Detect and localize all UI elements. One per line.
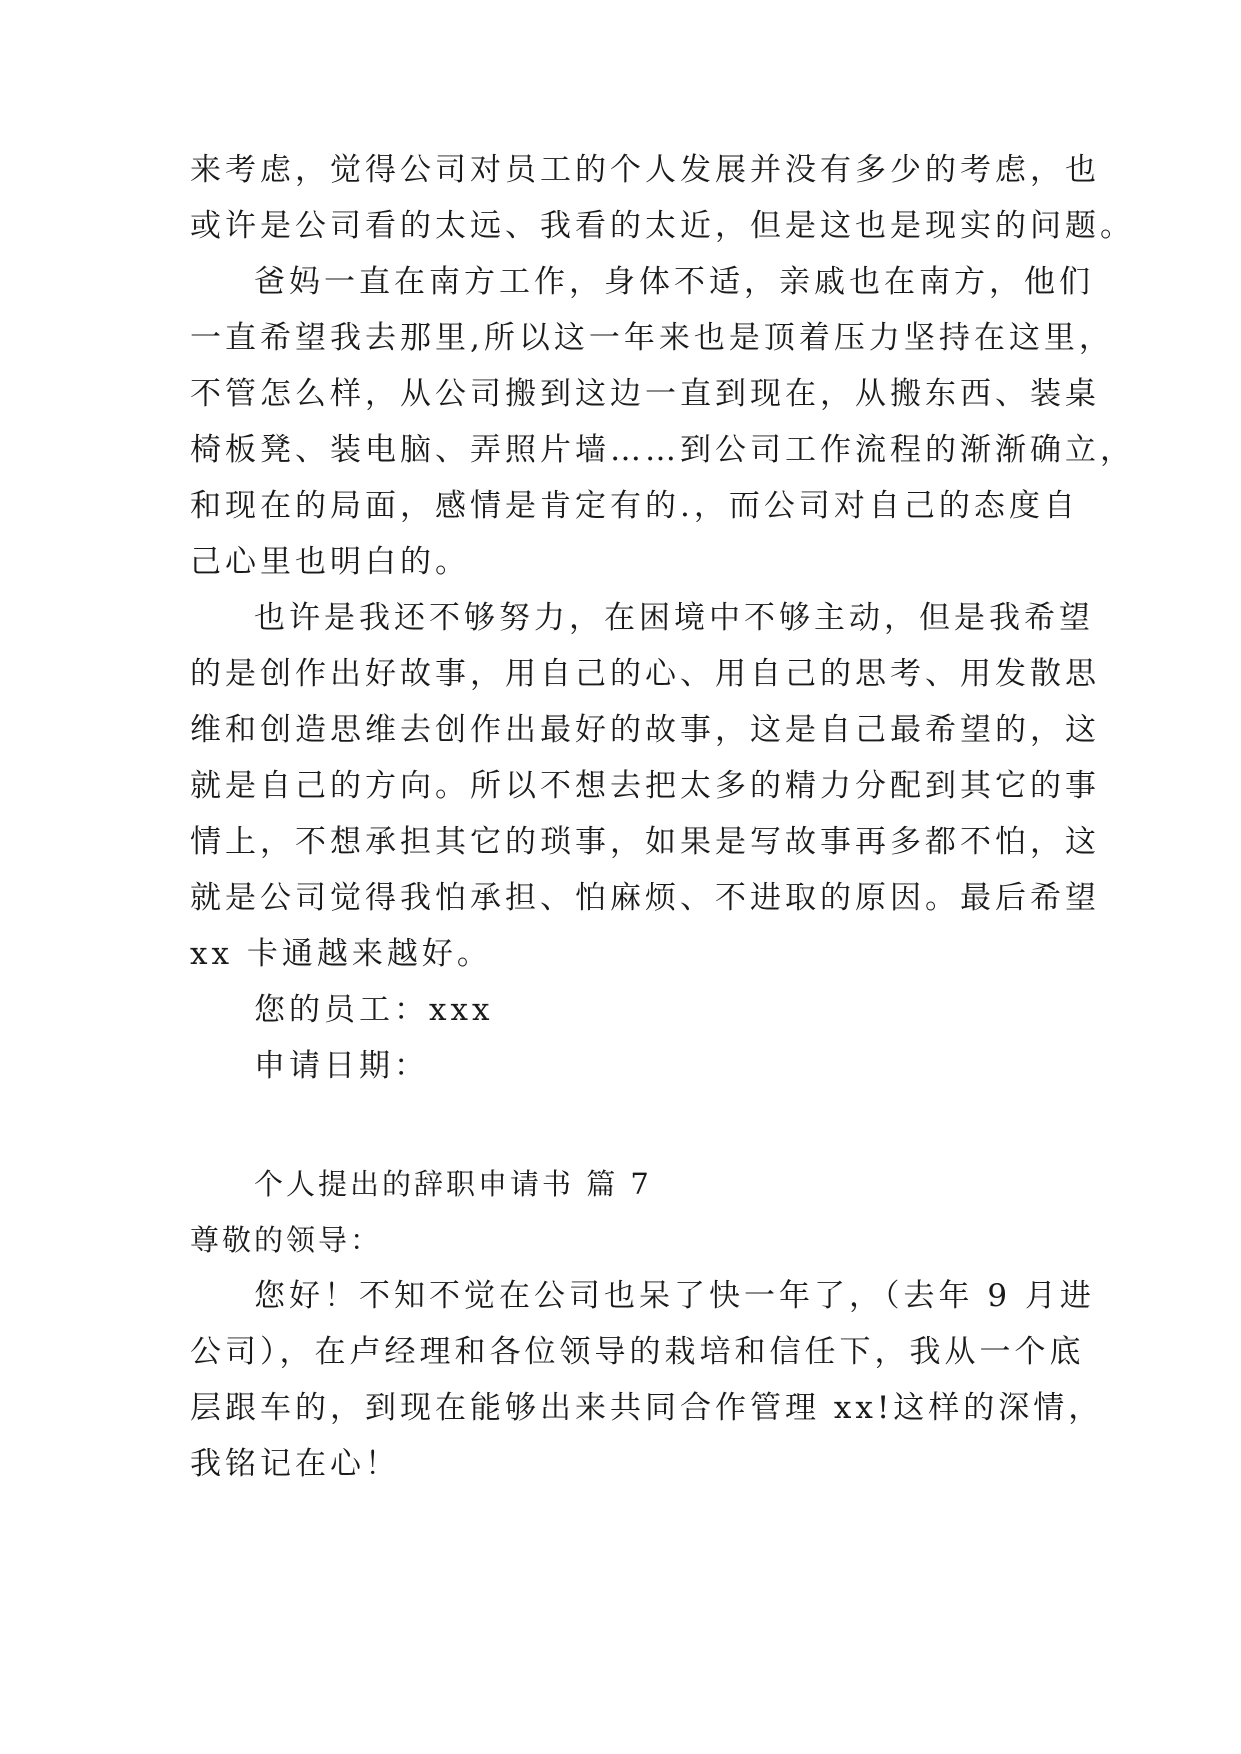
- text-line: 公司），在卢经理和各位领导的栽培和信任下，我从一个底: [190, 1334, 1085, 1370]
- text-line: 椅板凳、装电脑、弄照片墙……到公司工作流程的渐渐确立，: [190, 432, 1135, 468]
- text-line: 的是创作出好故事，用自己的心、用自己的思考、用发散思: [190, 656, 1100, 692]
- text-line: 己心里也明白的。: [190, 544, 470, 580]
- section-title: 个人提出的辞职申请书 篇 7: [254, 1167, 652, 1201]
- text-line: 就是公司觉得我怕承担、怕麻烦、不进取的原因。最后希望: [190, 880, 1100, 916]
- text-line: 情上，不想承担其它的琐事，如果是写故事再多都不怕，这: [190, 824, 1100, 860]
- text-line: 和现在的局面，感情是肯定有的.，而公司对自己的态度自: [190, 488, 1079, 524]
- text-line: 不管怎么样，从公司搬到这边一直到现在，从搬东西、装桌: [190, 376, 1100, 412]
- text-line: 来考虑，觉得公司对员工的个人发展并没有多少的考虑，也: [190, 152, 1100, 188]
- text-line: 我铭记在心！: [190, 1446, 400, 1482]
- paragraph-start: 您好！不知不觉在公司也呆了快一年了，（去年 9 月进: [254, 1278, 1095, 1314]
- text-line: 维和创造思维去创作出最好的故事，这是自己最希望的，这: [190, 712, 1100, 748]
- text-line: xx 卡通越来越好。: [190, 936, 492, 972]
- paragraph-start: 爸妈一直在南方工作，身体不适，亲戚也在南方，他们: [254, 264, 1094, 300]
- text-line: 就是自己的方向。所以不想去把太多的精力分配到其它的事: [190, 768, 1100, 804]
- text-line: 或许是公司看的太远、我看的太近，但是这也是现实的问题。: [190, 208, 1135, 244]
- paragraph-start: 也许是我还不够努力，在困境中不够主动，但是我希望: [254, 600, 1094, 636]
- application-date: 申请日期：: [254, 1048, 429, 1084]
- signature-employee: 您的员工：xxx: [254, 992, 494, 1028]
- text-line: 层跟车的，到现在能够出来共同合作管理 xx!这样的深情，: [190, 1390, 1104, 1426]
- text-line: 一直希望我去那里,所以这一年来也是顶着压力坚持在这里，: [190, 320, 1114, 356]
- salutation: 尊敬的领导：: [190, 1223, 383, 1257]
